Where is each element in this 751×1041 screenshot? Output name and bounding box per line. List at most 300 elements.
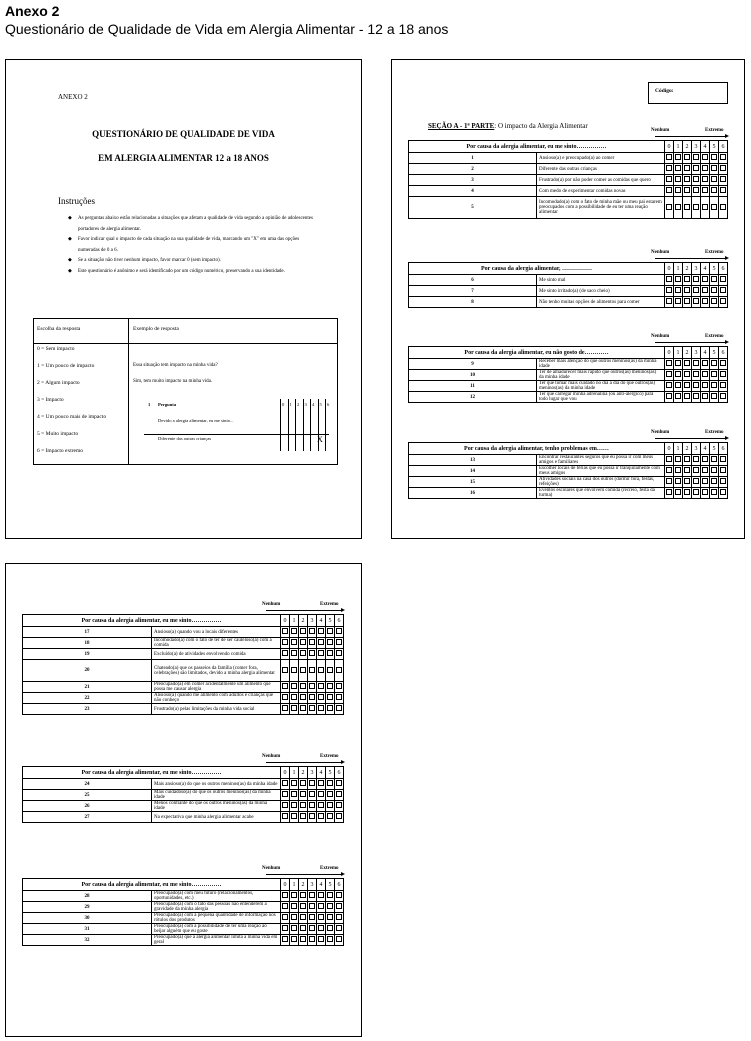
- response-cell: [710, 381, 719, 392]
- response-checkbox[interactable]: [327, 694, 333, 700]
- response-checkbox[interactable]: [318, 650, 324, 656]
- response-checkbox[interactable]: [684, 489, 690, 495]
- response-checkbox[interactable]: [300, 903, 306, 909]
- response-checkbox[interactable]: [675, 276, 681, 282]
- response-checkbox[interactable]: [666, 371, 672, 377]
- response-checkbox[interactable]: [336, 802, 342, 808]
- response-checkbox[interactable]: [282, 650, 288, 656]
- response-checkbox[interactable]: [309, 914, 315, 920]
- response-checkbox[interactable]: [327, 892, 333, 898]
- scale-number: 3: [692, 263, 701, 275]
- response-checkbox[interactable]: [702, 382, 708, 388]
- response-checkbox[interactable]: [327, 639, 333, 645]
- response-checkbox[interactable]: [282, 903, 288, 909]
- response-checkbox[interactable]: [693, 276, 699, 282]
- response-checkbox[interactable]: [291, 780, 297, 786]
- response-checkbox[interactable]: [291, 813, 297, 819]
- item-number: 23: [23, 704, 152, 715]
- response-checkbox[interactable]: [318, 705, 324, 711]
- scale-high-label: Extremo: [320, 602, 339, 607]
- response-checkbox[interactable]: [327, 813, 333, 819]
- scale-number: 5: [326, 767, 335, 779]
- response-checkbox[interactable]: [327, 903, 333, 909]
- response-checkbox[interactable]: [300, 694, 306, 700]
- response-checkbox[interactable]: [693, 360, 699, 366]
- response-checkbox[interactable]: [309, 925, 315, 931]
- table-row: [23, 660, 344, 682]
- response-checkbox[interactable]: [693, 478, 699, 484]
- response-checkbox[interactable]: [702, 467, 708, 473]
- response-checkbox[interactable]: [711, 360, 717, 366]
- response-cell: [281, 649, 290, 660]
- response-checkbox[interactable]: [318, 925, 324, 931]
- response-checkbox[interactable]: [702, 456, 708, 462]
- response-checkbox[interactable]: [327, 780, 333, 786]
- response-checkbox[interactable]: [684, 165, 690, 171]
- response-checkbox[interactable]: [702, 371, 708, 377]
- item-number: 7: [409, 286, 537, 297]
- response-cell: [308, 801, 317, 812]
- response-checkbox[interactable]: [702, 478, 708, 484]
- response-cell: [281, 790, 290, 801]
- response-checkbox[interactable]: [666, 276, 672, 282]
- response-checkbox[interactable]: [309, 639, 315, 645]
- response-checkbox[interactable]: [693, 489, 699, 495]
- response-cell: [710, 488, 719, 499]
- response-checkbox[interactable]: [327, 936, 333, 942]
- item-text: Preocupado(a) com a pequena quantidade de informação nos rótulos dos produtos: [152, 913, 281, 924]
- response-checkbox[interactable]: [675, 371, 681, 377]
- table-row: [23, 638, 344, 649]
- response-checkbox[interactable]: [291, 694, 297, 700]
- response-checkbox[interactable]: [720, 382, 726, 388]
- response-checkbox[interactable]: [711, 393, 717, 399]
- response-checkbox[interactable]: [675, 360, 681, 366]
- response-checkbox[interactable]: [336, 925, 342, 931]
- example-mark: X: [317, 435, 323, 444]
- response-checkbox[interactable]: [309, 650, 315, 656]
- response-checkbox[interactable]: [666, 382, 672, 388]
- response-checkbox[interactable]: [684, 204, 690, 210]
- response-checkbox[interactable]: [711, 287, 717, 293]
- response-checkbox[interactable]: [300, 892, 306, 898]
- item-text: Escolher locais de férias que eu possa ir tranqüilamente com meus amigos: [537, 466, 665, 477]
- response-checkbox[interactable]: [336, 791, 342, 797]
- response-checkbox[interactable]: [327, 667, 333, 673]
- response-checkbox[interactable]: [693, 393, 699, 399]
- response-checkbox[interactable]: [675, 176, 681, 182]
- response-checkbox[interactable]: [309, 683, 315, 689]
- scale-number: 1: [674, 263, 683, 275]
- response-checkbox[interactable]: [318, 936, 324, 942]
- response-cell: [281, 779, 290, 790]
- response-checkbox[interactable]: [720, 165, 726, 171]
- response-checkbox[interactable]: [684, 393, 690, 399]
- response-checkbox[interactable]: [720, 298, 726, 304]
- response-checkbox[interactable]: [327, 802, 333, 808]
- response-checkbox[interactable]: [336, 892, 342, 898]
- response-checkbox[interactable]: [336, 667, 342, 673]
- response-checkbox[interactable]: [300, 936, 306, 942]
- questionnaire-table: [408, 442, 728, 499]
- response-checkbox[interactable]: [675, 204, 681, 210]
- scale-number: 1: [674, 443, 683, 455]
- response-checkbox[interactable]: [309, 813, 315, 819]
- figure-subtitle: Questionário de Qualidade de Vida em Alergia Alimentar - 12 a 18 anos: [5, 21, 449, 37]
- response-checkbox[interactable]: [684, 176, 690, 182]
- response-cell: [692, 488, 701, 499]
- response-checkbox[interactable]: [711, 298, 717, 304]
- response-checkbox[interactable]: [318, 914, 324, 920]
- response-checkbox[interactable]: [711, 154, 717, 160]
- response-cell: [317, 627, 326, 638]
- response-cell: [701, 286, 710, 297]
- response-checkbox[interactable]: [702, 360, 708, 366]
- response-cell: [665, 359, 674, 370]
- response-checkbox[interactable]: [684, 467, 690, 473]
- response-checkbox[interactable]: [720, 360, 726, 366]
- response-checkbox[interactable]: [675, 298, 681, 304]
- response-checkbox[interactable]: [702, 298, 708, 304]
- response-checkbox[interactable]: [336, 903, 342, 909]
- response-checkbox[interactable]: [675, 489, 681, 495]
- response-cell: [290, 812, 299, 823]
- response-checkbox[interactable]: [282, 892, 288, 898]
- response-checkbox[interactable]: [720, 287, 726, 293]
- response-checkbox[interactable]: [300, 639, 306, 645]
- item-text: Frustrado(a) por não poder comer as comidas que quero: [537, 175, 665, 186]
- code-field[interactable]: [648, 82, 728, 104]
- response-checkbox[interactable]: [291, 650, 297, 656]
- response-checkbox[interactable]: [711, 478, 717, 484]
- response-cell: [317, 913, 326, 924]
- response-checkbox[interactable]: [336, 780, 342, 786]
- response-checkbox[interactable]: [693, 467, 699, 473]
- response-checkbox[interactable]: [720, 176, 726, 182]
- response-checkbox[interactable]: [282, 936, 288, 942]
- example-row-label: Pergunta: [158, 402, 177, 407]
- response-cell: [326, 627, 335, 638]
- response-checkbox[interactable]: [693, 154, 699, 160]
- response-checkbox[interactable]: [666, 187, 672, 193]
- response-checkbox[interactable]: [336, 639, 342, 645]
- response-checkbox[interactable]: [282, 791, 288, 797]
- response-checkbox[interactable]: [666, 154, 672, 160]
- response-checkbox[interactable]: [684, 382, 690, 388]
- response-checkbox[interactable]: [291, 683, 297, 689]
- response-checkbox[interactable]: [300, 780, 306, 786]
- response-checkbox[interactable]: [666, 489, 672, 495]
- response-checkbox[interactable]: [675, 187, 681, 193]
- response-checkbox[interactable]: [684, 456, 690, 462]
- response-checkbox[interactable]: [282, 667, 288, 673]
- response-checkbox[interactable]: [720, 204, 726, 210]
- response-checkbox[interactable]: [711, 467, 717, 473]
- response-checkbox[interactable]: [711, 456, 717, 462]
- response-cell: [326, 779, 335, 790]
- annex-title: Anexo 2: [5, 3, 60, 19]
- response-cell: [683, 370, 692, 381]
- response-checkbox[interactable]: [693, 176, 699, 182]
- response-checkbox[interactable]: [684, 287, 690, 293]
- response-cell: [308, 649, 317, 660]
- table-header-row: [23, 615, 344, 627]
- response-checkbox[interactable]: [720, 371, 726, 377]
- response-checkbox[interactable]: [711, 187, 717, 193]
- response-checkbox[interactable]: [666, 298, 672, 304]
- response-checkbox[interactable]: [684, 478, 690, 484]
- response-checkbox[interactable]: [702, 176, 708, 182]
- response-checkbox[interactable]: [666, 456, 672, 462]
- response-cell: [665, 175, 674, 186]
- table-row: [23, 913, 344, 924]
- response-checkbox[interactable]: [309, 780, 315, 786]
- response-checkbox[interactable]: [336, 650, 342, 656]
- response-checkbox[interactable]: [666, 360, 672, 366]
- response-checkbox[interactable]: [291, 791, 297, 797]
- response-checkbox[interactable]: [711, 382, 717, 388]
- response-checkbox[interactable]: [693, 382, 699, 388]
- response-checkbox[interactable]: [711, 165, 717, 171]
- response-checkbox[interactable]: [702, 187, 708, 193]
- response-checkbox[interactable]: [702, 204, 708, 210]
- response-checkbox[interactable]: [282, 694, 288, 700]
- response-checkbox[interactable]: [684, 298, 690, 304]
- response-checkbox[interactable]: [300, 791, 306, 797]
- response-checkbox[interactable]: [666, 176, 672, 182]
- response-checkbox[interactable]: [675, 478, 681, 484]
- response-checkbox[interactable]: [702, 489, 708, 495]
- response-checkbox[interactable]: [693, 287, 699, 293]
- response-cell: [674, 153, 683, 164]
- response-cell: [299, 649, 308, 660]
- response-checkbox[interactable]: [291, 628, 297, 634]
- response-cell: [665, 488, 674, 499]
- response-checkbox[interactable]: [282, 628, 288, 634]
- response-checkbox[interactable]: [702, 393, 708, 399]
- response-checkbox[interactable]: [318, 683, 324, 689]
- response-checkbox[interactable]: [291, 914, 297, 920]
- response-checkbox[interactable]: [282, 780, 288, 786]
- response-checkbox[interactable]: [309, 628, 315, 634]
- scale-column-line: [288, 399, 289, 451]
- questionnaire-title-line1: QUESTIONÁRIO DE QUALIDADE DE VIDA: [92, 129, 275, 139]
- response-checkbox[interactable]: [675, 165, 681, 171]
- response-checkbox[interactable]: [711, 176, 717, 182]
- response-checkbox[interactable]: [711, 204, 717, 210]
- response-cell: [674, 381, 683, 392]
- response-checkbox[interactable]: [282, 683, 288, 689]
- response-checkbox[interactable]: [291, 802, 297, 808]
- response-checkbox[interactable]: [300, 667, 306, 673]
- response-checkbox[interactable]: [675, 393, 681, 399]
- response-cell: [290, 660, 299, 682]
- response-cell: [701, 297, 710, 308]
- response-checkbox[interactable]: [693, 204, 699, 210]
- response-checkbox[interactable]: [327, 683, 333, 689]
- response-checkbox[interactable]: [282, 925, 288, 931]
- response-checkbox[interactable]: [309, 802, 315, 808]
- scale-number: 6: [719, 347, 728, 359]
- response-checkbox[interactable]: [291, 892, 297, 898]
- response-cell: [299, 812, 308, 823]
- response-cell: [683, 186, 692, 197]
- response-cell: [692, 370, 701, 381]
- response-cell: [335, 891, 344, 902]
- response-checkbox[interactable]: [720, 154, 726, 160]
- response-checkbox[interactable]: [327, 650, 333, 656]
- response-checkbox[interactable]: [318, 780, 324, 786]
- response-checkbox[interactable]: [318, 628, 324, 634]
- response-checkbox[interactable]: [309, 791, 315, 797]
- response-checkbox[interactable]: [684, 187, 690, 193]
- response-checkbox[interactable]: [309, 705, 315, 711]
- response-checkbox[interactable]: [336, 628, 342, 634]
- response-checkbox[interactable]: [318, 813, 324, 819]
- response-checkbox[interactable]: [300, 705, 306, 711]
- response-checkbox[interactable]: [300, 813, 306, 819]
- response-checkbox[interactable]: [693, 456, 699, 462]
- response-checkbox[interactable]: [693, 187, 699, 193]
- response-cell: [692, 275, 701, 286]
- scale-number: 2: [683, 263, 692, 275]
- response-checkbox[interactable]: [327, 628, 333, 634]
- response-checkbox[interactable]: [291, 936, 297, 942]
- response-cell: [719, 488, 728, 499]
- table-row: [23, 682, 344, 693]
- response-checkbox[interactable]: [666, 204, 672, 210]
- response-checkbox[interactable]: [336, 936, 342, 942]
- response-checkbox[interactable]: [711, 276, 717, 282]
- response-checkbox[interactable]: [309, 667, 315, 673]
- item-text: Preocupado(a) com o fato das pessoas não entenderem a gravidade da minha alergia: [152, 902, 281, 913]
- response-checkbox[interactable]: [675, 382, 681, 388]
- response-checkbox[interactable]: [282, 813, 288, 819]
- response-checkbox[interactable]: [318, 802, 324, 808]
- response-cell: [683, 197, 692, 219]
- response-checkbox[interactable]: [318, 694, 324, 700]
- response-checkbox[interactable]: [720, 187, 726, 193]
- response-checkbox[interactable]: [666, 393, 672, 399]
- response-checkbox[interactable]: [702, 165, 708, 171]
- response-checkbox[interactable]: [675, 467, 681, 473]
- response-cell: [299, 891, 308, 902]
- table-prompt: Por causa da alergia alimentar, eu me sinto……………: [23, 879, 281, 891]
- response-checkbox[interactable]: [693, 371, 699, 377]
- item-text: Preocupado(a) com meu futuro (relacionamentos, oportunidades, etc.): [152, 891, 281, 902]
- response-checkbox[interactable]: [318, 892, 324, 898]
- response-checkbox[interactable]: [711, 371, 717, 377]
- response-checkbox[interactable]: [336, 813, 342, 819]
- table-row: [409, 370, 728, 381]
- response-checkbox[interactable]: [300, 650, 306, 656]
- response-checkbox[interactable]: [720, 467, 726, 473]
- response-checkbox[interactable]: [720, 489, 726, 495]
- response-checkbox[interactable]: [693, 298, 699, 304]
- response-checkbox[interactable]: [666, 287, 672, 293]
- response-checkbox[interactable]: [300, 683, 306, 689]
- response-checkbox[interactable]: [282, 705, 288, 711]
- scale-number: 3: [692, 141, 701, 153]
- item-text: Ter que carregar minha adrenalina (ou anti-alérgico) para todo lugar que vou: [537, 392, 665, 403]
- response-checkbox[interactable]: [336, 683, 342, 689]
- response-checkbox[interactable]: [720, 478, 726, 484]
- response-cell: [665, 477, 674, 488]
- response-checkbox[interactable]: [291, 925, 297, 931]
- response-checkbox[interactable]: [336, 914, 342, 920]
- response-checkbox[interactable]: [309, 936, 315, 942]
- response-checkbox[interactable]: [693, 165, 699, 171]
- response-checkbox[interactable]: [702, 287, 708, 293]
- response-cell: [299, 790, 308, 801]
- item-number: 11: [409, 381, 537, 392]
- response-cell: [317, 935, 326, 946]
- response-checkbox[interactable]: [309, 694, 315, 700]
- response-checkbox[interactable]: [282, 639, 288, 645]
- response-checkbox[interactable]: [300, 925, 306, 931]
- response-checkbox[interactable]: [291, 639, 297, 645]
- response-checkbox[interactable]: [309, 903, 315, 909]
- response-cell: [665, 370, 674, 381]
- response-checkbox[interactable]: [702, 154, 708, 160]
- item-number: 19: [23, 649, 152, 660]
- response-checkbox[interactable]: [720, 393, 726, 399]
- response-checkbox[interactable]: [336, 705, 342, 711]
- response-checkbox[interactable]: [327, 914, 333, 920]
- table-row: [409, 392, 728, 403]
- response-checkbox[interactable]: [666, 478, 672, 484]
- response-checkbox[interactable]: [336, 694, 342, 700]
- response-checkbox[interactable]: [291, 903, 297, 909]
- response-checkbox[interactable]: [327, 791, 333, 797]
- response-checkbox[interactable]: [291, 705, 297, 711]
- response-checkbox[interactable]: [318, 791, 324, 797]
- response-checkbox[interactable]: [684, 371, 690, 377]
- response-checkbox[interactable]: [300, 914, 306, 920]
- response-checkbox[interactable]: [291, 667, 297, 673]
- response-checkbox[interactable]: [666, 467, 672, 473]
- response-checkbox[interactable]: [327, 925, 333, 931]
- response-checkbox[interactable]: [702, 276, 708, 282]
- response-checkbox[interactable]: [711, 489, 717, 495]
- response-checkbox[interactable]: [684, 360, 690, 366]
- item-text: Ansioso(a) e preocupado(a) ao comer: [537, 153, 665, 164]
- response-checkbox[interactable]: [720, 276, 726, 282]
- response-checkbox[interactable]: [675, 287, 681, 293]
- response-checkbox[interactable]: [720, 456, 726, 462]
- response-checkbox[interactable]: [666, 165, 672, 171]
- scale-number: 2: [299, 615, 308, 627]
- response-cell: [701, 477, 710, 488]
- response-cell: [281, 693, 290, 704]
- response-checkbox[interactable]: [300, 628, 306, 634]
- response-checkbox[interactable]: [318, 903, 324, 909]
- response-cell: [665, 186, 674, 197]
- response-checkbox[interactable]: [300, 802, 306, 808]
- response-checkbox[interactable]: [282, 914, 288, 920]
- response-cell: [317, 660, 326, 682]
- response-checkbox[interactable]: [318, 667, 324, 673]
- response-checkbox[interactable]: [675, 456, 681, 462]
- questionnaire-table: [22, 614, 344, 715]
- response-checkbox[interactable]: [282, 802, 288, 808]
- response-checkbox[interactable]: [327, 705, 333, 711]
- response-checkbox[interactable]: [675, 154, 681, 160]
- response-checkbox[interactable]: [684, 276, 690, 282]
- response-checkbox[interactable]: [684, 154, 690, 160]
- response-checkbox[interactable]: [309, 892, 315, 898]
- response-checkbox[interactable]: [318, 639, 324, 645]
